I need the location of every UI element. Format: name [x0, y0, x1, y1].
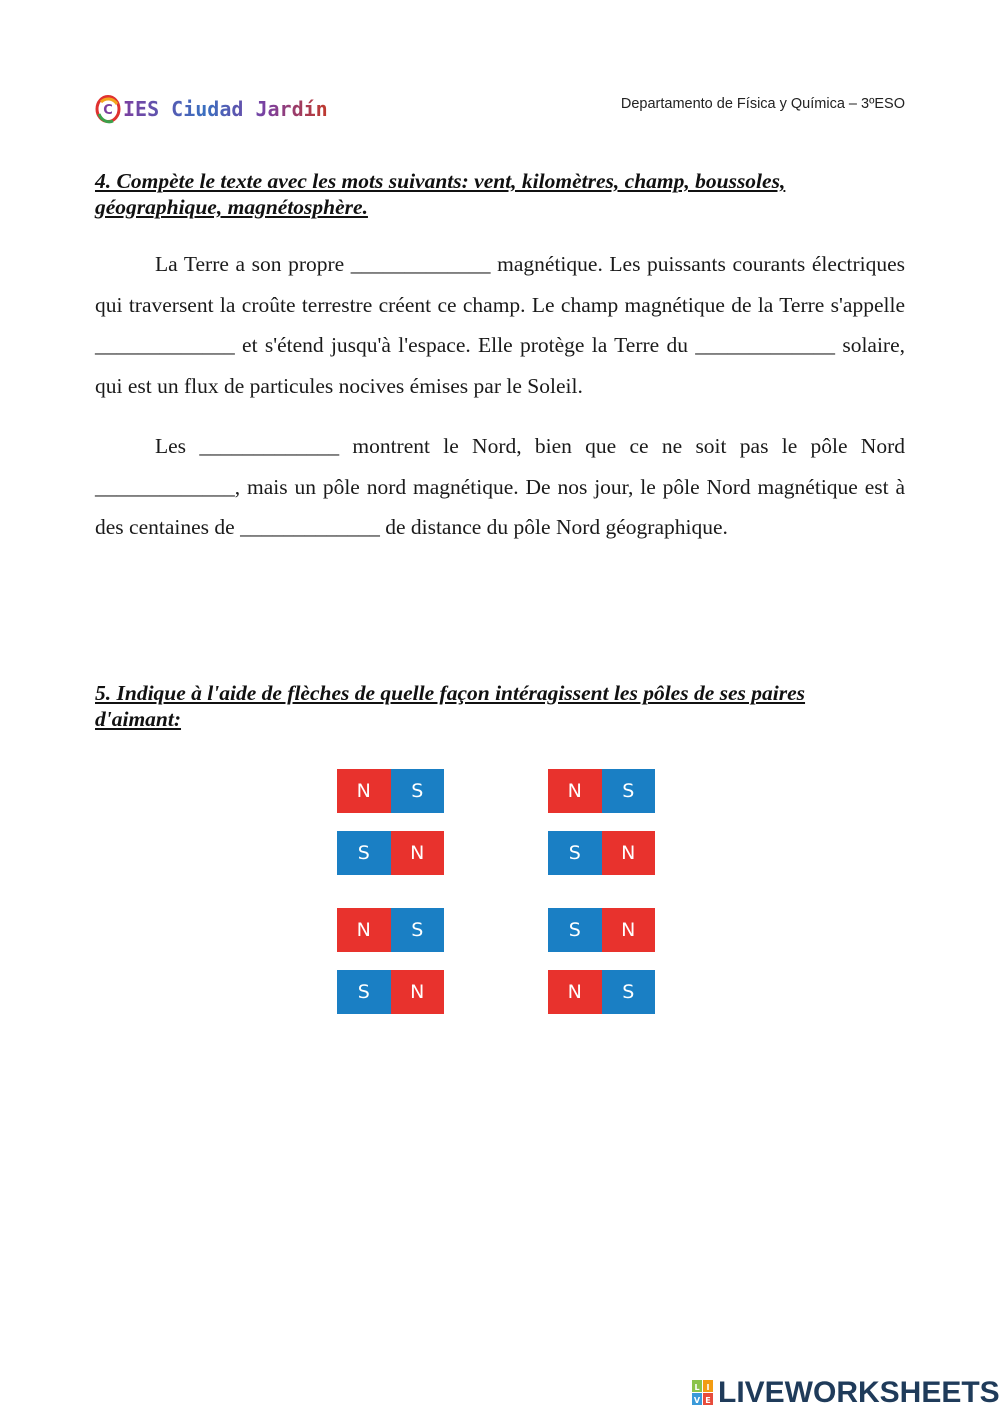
- p1-text-3: et s'étend jusqu'à l'espace. Elle protège la Terre du: [242, 333, 688, 358]
- magnet-2: [337, 831, 444, 875]
- p2-text-4: de distance du pôle Nord géographique.: [385, 515, 728, 540]
- blank-field-3[interactable]: _____________: [695, 333, 836, 358]
- question-4-title: [95, 168, 905, 220]
- badge-letter-e: E: [705, 1396, 711, 1405]
- magnet-8-right-pole: S: [602, 970, 656, 1014]
- p2-text-3: , mais un pôle nord magnétique. De nos jour, le pôle Nord magnétique est à des centaines de: [95, 474, 905, 540]
- school-name-text: IES Ciudad Jardín: [123, 97, 328, 121]
- p1-text-2: magnétique. Les puissants courants électriques qui traversent la croûte terrestre créent ce champ. Le champ magnétique de la Terre s'appelle: [95, 252, 906, 317]
- magnet-5-right-pole: S: [391, 908, 445, 952]
- magnet-3-right-pole: S: [602, 769, 656, 813]
- question-5-title-line1: 5. Indique à l'aide de flèches de quelle façon intéragissent les pôles de ses paires: [95, 681, 806, 705]
- magnet-1-left-pole: N: [337, 769, 391, 813]
- magnet-4-right-pole: N: [602, 831, 656, 875]
- logo-letter: C: [103, 103, 113, 118]
- magnet-2-left-pole: S: [337, 831, 391, 875]
- magnet-3: [548, 769, 655, 813]
- magnet-4-left-pole: S: [548, 831, 602, 875]
- magnet-3-left-pole: N: [548, 769, 602, 813]
- badge-letter-l: L: [694, 1383, 700, 1392]
- blank-field-4[interactable]: _____________: [199, 434, 340, 458]
- blank-field-5[interactable]: _____________: [95, 474, 235, 499]
- magnet-6-left-pole: S: [337, 970, 391, 1014]
- paragraph-1: [95, 244, 905, 407]
- magnet-6-right-pole: N: [391, 970, 445, 1014]
- magnet-4: [548, 831, 655, 875]
- question-4-title-line1: 4. Compète le texte avec les mots suivants: vent, kilomètres, champ, boussoles,: [95, 169, 786, 193]
- magnet-7-left-pole: S: [548, 908, 602, 952]
- p1-text-1: La Terre a son propre: [155, 252, 345, 276]
- liveworksheets-badge-icon: [692, 1380, 714, 1406]
- blank-field-6[interactable]: _____________: [240, 515, 380, 540]
- magnet-1-right-pole: S: [391, 769, 445, 813]
- question-5-title: [95, 680, 905, 732]
- badge-letter-i: I: [706, 1383, 710, 1392]
- magnet-7-right-pole: N: [602, 908, 656, 952]
- liveworksheets-wordmark: LIVEWORKSHEETS: [718, 1376, 1000, 1409]
- magnet-5: [337, 908, 444, 952]
- p1-text-4: solaire, qui est un flux de particules nocives émises par le Soleil.: [95, 333, 906, 399]
- magnet-8-left-pole: N: [548, 970, 602, 1014]
- liveworksheets-brand[interactable]: [692, 1376, 1000, 1410]
- magnet-7: [548, 908, 655, 952]
- blank-field-2[interactable]: _____________: [95, 333, 235, 358]
- paragraph-2: [95, 426, 905, 548]
- magnet-6: [337, 970, 444, 1014]
- p2-text-2: montrent le Nord, bien que ce ne soit pas le pôle Nord: [352, 434, 905, 458]
- question-5-title-line2: d'aimant:: [95, 707, 182, 731]
- department-label: Departamento de Física y Química – 3ºESO: [620, 96, 905, 112]
- question-4-title-line2: géographique, magnétosphère.: [95, 195, 368, 219]
- p2-text-1: Les: [155, 434, 187, 458]
- school-name: [123, 97, 328, 121]
- magnet-5-left-pole: N: [337, 908, 391, 952]
- magnet-2-right-pole: N: [391, 831, 445, 875]
- school-logo-mark: [95, 94, 121, 124]
- badge-letter-v: V: [693, 1396, 701, 1405]
- school-logo: [95, 92, 328, 126]
- magnet-1: [337, 769, 444, 813]
- blank-field-1[interactable]: _____________: [350, 252, 491, 276]
- magnet-8: [548, 970, 655, 1014]
